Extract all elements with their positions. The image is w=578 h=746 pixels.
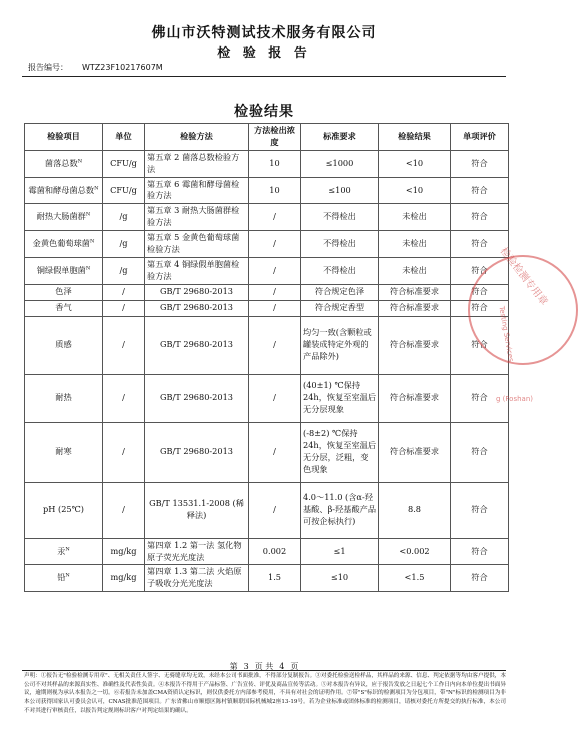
table-row	[25, 284, 509, 300]
table-header-row	[25, 124, 509, 151]
cell-limit: 10	[249, 177, 301, 204]
table-row	[25, 316, 509, 374]
cell-limit: /	[249, 422, 301, 482]
item-name: 质感	[55, 339, 72, 350]
cell-requirement: 不得检出	[301, 257, 379, 284]
cell-unit: mg/kg	[103, 538, 145, 565]
cell-item	[25, 565, 103, 592]
cell-method: 第五章 6 霉菌和酵母菌检验方法	[145, 177, 249, 204]
cell-result: 未检出	[379, 257, 451, 284]
item-name: 铜绿假单胞菌	[36, 264, 86, 275]
cell-result: 符合标准要求	[379, 284, 451, 300]
item-name: pH (25℃)	[43, 504, 84, 515]
cell-evaluation: 符合	[451, 422, 509, 482]
cell-method: GB/T 29680-2013	[145, 300, 249, 316]
item-name: 菌落总数	[44, 157, 78, 168]
item-name: 耐热	[55, 392, 72, 403]
item-name: 铅	[57, 572, 66, 583]
cell-requirement: 符合规定香型	[301, 300, 379, 316]
item-name: 色泽	[55, 286, 72, 297]
cell-item	[25, 150, 103, 177]
cell-unit: CFU/g	[103, 150, 145, 177]
cell-method: GB/T 29680-2013	[145, 374, 249, 422]
footer-divider	[22, 670, 506, 671]
page-current: 3	[243, 662, 249, 671]
results-table	[24, 123, 509, 592]
cell-unit: /g	[103, 204, 145, 231]
cell-requirement: 不得检出	[301, 204, 379, 231]
cell-limit: /	[249, 257, 301, 284]
cell-method: GB/T 29680-2013	[145, 284, 249, 300]
item-flag: N	[65, 545, 70, 552]
cell-method: GB/T 13531.1-2008 (稀释法)	[145, 482, 249, 538]
cell-result: <0.002	[379, 538, 451, 565]
cell-evaluation: 符合	[451, 257, 509, 284]
col-header-method: 检验方法	[145, 124, 249, 151]
col-header-limit: 方法检出浓度	[249, 124, 301, 151]
cell-evaluation: 符合	[451, 316, 509, 374]
cell-requirement: (40±1) ℃保持24h，恢复至室温后无分层现象	[301, 374, 379, 422]
cell-unit: /g	[103, 257, 145, 284]
cell-result: 符合标准要求	[379, 422, 451, 482]
item-name: 汞	[57, 545, 66, 556]
cell-requirement: ≤10	[301, 565, 379, 592]
header-divider	[22, 76, 506, 77]
cell-evaluation: 符合	[451, 538, 509, 565]
cell-limit: /	[249, 231, 301, 258]
cell-method: GB/T 29680-2013	[145, 316, 249, 374]
cell-evaluation: 符合	[451, 177, 509, 204]
cell-requirement: 符合规定色泽	[301, 284, 379, 300]
cell-result: 未检出	[379, 231, 451, 258]
item-flag: N	[89, 238, 95, 245]
cell-item	[25, 422, 103, 482]
table-row	[25, 257, 509, 284]
cell-item	[25, 482, 103, 538]
table-row	[25, 374, 509, 422]
col-header-requirement: 标准要求	[301, 124, 379, 151]
item-name: 金黄色葡萄球菌	[32, 238, 90, 249]
statement: 声明：①报告无"检验检测专用章"、无相关责任人签字、无骑缝章均无效，未经本公司书面批准，不得部分复制报告。③对委托检验送检样品，其样品的来源、信息、判定依据等均由客户提供，本公司不对其样品的来源真实性、准确性及代表性负责。④本报告不得用于产品标签、广告宣传、评优及商品宣传等活动。⑤对本报告有异议，应于报告发放之日起七个工作日内向本单位提出书面异议，逾期则视为承认本报告之一切。⑥若报告未加盖CMA资质认定标识，则仅供委托方内部参考使用，不具有对社会的证明作用。⑦带"S"标识的检测项目为分包项目，带"N"标识的检测项目为非本公司获得国家认可委员会认可，CNAS批准范围项目。广东省佛山市顺德区陈村镇顺联国际机械城2座13-19号。若为企业标准或团体标准的检测项目，请核对委托方所提交的执行标准，本公司不对其进行审核责任，以报告判定规则标识客户对判定结果的确认。	[24, 673, 506, 714]
cell-item	[25, 300, 103, 316]
item-name: 霉菌和酵母菌总数	[28, 184, 95, 195]
cell-evaluation: 符合	[451, 565, 509, 592]
cell-result: 符合标准要求	[379, 300, 451, 316]
item-flag: N	[77, 157, 83, 164]
cell-method: 第五章 5 金黄色葡萄球菌检验方法	[145, 231, 249, 258]
col-header-result: 检验结果	[379, 124, 451, 151]
cell-requirement: 4.0～11.0 (含α-羟基酸、β-羟基酸产品可按企标执行)	[301, 482, 379, 538]
table-row	[25, 300, 509, 316]
cell-item	[25, 374, 103, 422]
cell-evaluation: 符合	[451, 150, 509, 177]
table-row	[25, 422, 509, 482]
cell-requirement: ≤1000	[301, 150, 379, 177]
cell-evaluation: 符合	[451, 482, 509, 538]
col-header-evaluation: 单项评价	[451, 124, 509, 151]
cell-unit: /	[103, 422, 145, 482]
cell-unit: /	[103, 482, 145, 538]
cell-result: 8.8	[379, 482, 451, 538]
cell-requirement: ≤1	[301, 538, 379, 565]
cell-method: 第五章 4 铜绿假单胞菌检验方法	[145, 257, 249, 284]
cell-limit: /	[249, 316, 301, 374]
cell-requirement: 均匀一致(含颗粒或罐装成特定外观的产品除外)	[301, 316, 379, 374]
cell-method: GB/T 29680-2013	[145, 422, 249, 482]
cell-method: 第五章 2 菌落总数检验方法	[145, 150, 249, 177]
cell-item	[25, 257, 103, 284]
cell-item	[25, 204, 103, 231]
stamp-text-2: Testing Services	[497, 305, 516, 363]
cell-evaluation: 符合	[451, 231, 509, 258]
item-name: 耐热大肠菌群	[36, 211, 86, 222]
cell-result: 符合标准要求	[379, 316, 451, 374]
cell-limit: /	[249, 204, 301, 231]
col-header-unit: 单位	[103, 124, 145, 151]
cell-result: 未检出	[379, 204, 451, 231]
cell-limit: 0.002	[249, 538, 301, 565]
cell-limit: 10	[249, 150, 301, 177]
cell-result: <10	[379, 150, 451, 177]
page-total: 4	[279, 662, 285, 671]
cell-item	[25, 538, 103, 565]
cell-evaluation: 符合	[451, 204, 509, 231]
cell-requirement: 不得检出	[301, 231, 379, 258]
section-title: 检验结果	[234, 104, 294, 120]
page-middle: 页 共	[254, 662, 274, 671]
stamp-text-3: g (Foshan)	[496, 395, 533, 403]
table-row	[25, 177, 509, 204]
cell-result: 符合标准要求	[379, 374, 451, 422]
cell-limit: /	[249, 482, 301, 538]
item-flag: N	[65, 572, 70, 579]
item-flag: N	[85, 211, 91, 218]
report-number	[28, 62, 171, 73]
cell-requirement: ≤100	[301, 177, 379, 204]
page-prefix: 第	[229, 662, 238, 671]
cell-unit: /	[103, 284, 145, 300]
table-row	[25, 231, 509, 258]
cell-method: 第四章 1.2 第一法 氢化物原子荧光光度法	[145, 538, 249, 565]
table-row	[25, 204, 509, 231]
cell-item	[25, 284, 103, 300]
cell-unit: CFU/g	[103, 177, 145, 204]
table-row	[25, 565, 509, 592]
item-flag: N	[94, 184, 99, 191]
report-number-value: WTZ23F10217607M	[82, 63, 163, 72]
report-title: 检 验 报 告	[217, 46, 311, 61]
table-row	[25, 150, 509, 177]
col-header-item: 检验项目	[25, 124, 103, 151]
cell-evaluation: 符合	[451, 300, 509, 316]
cell-method: 第五章 3 耐热大肠菌群检验方法	[145, 204, 249, 231]
cell-limit: 1.5	[249, 565, 301, 592]
cell-item	[25, 316, 103, 374]
cell-limit: /	[249, 284, 301, 300]
page-suffix: 页	[290, 662, 299, 671]
stamp-text-1: 检验检测专用章	[497, 245, 550, 308]
company-name: 佛山市沃特测试技术服务有限公司	[151, 25, 377, 41]
cell-unit: /	[103, 300, 145, 316]
cell-unit: /	[103, 374, 145, 422]
cell-result: <1.5	[379, 565, 451, 592]
cell-requirement: (-8±2) ℃保持24h，恢复至室温后无分层，泛粗，变色现象	[301, 422, 379, 482]
cell-limit: /	[249, 300, 301, 316]
item-name: 耐寒	[55, 446, 72, 457]
report-number-label: 报告编号：	[28, 63, 68, 72]
table-row	[25, 538, 509, 565]
cell-unit: /	[103, 316, 145, 374]
cell-item	[25, 231, 103, 258]
cell-limit: /	[249, 374, 301, 422]
cell-result: <10	[379, 177, 451, 204]
cell-evaluation: 符合	[451, 374, 509, 422]
item-flag: N	[85, 265, 91, 272]
cell-item	[25, 177, 103, 204]
cell-unit: /g	[103, 231, 145, 258]
cell-method: 第四章 1.3 第二法 火焰原子吸收分光光度法	[145, 565, 249, 592]
cell-unit: mg/kg	[103, 565, 145, 592]
cell-evaluation: 符合	[451, 284, 509, 300]
table-row	[25, 482, 509, 538]
item-name: 香气	[55, 302, 72, 313]
